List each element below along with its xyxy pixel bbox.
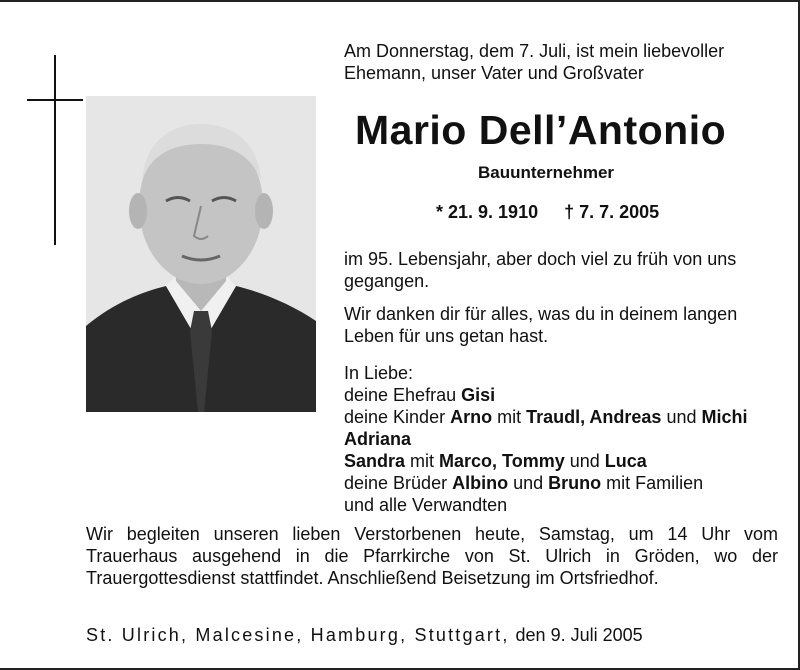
- connector: und: [564, 451, 605, 471]
- cross-vertical-bar: [54, 55, 56, 245]
- child-name: Adriana: [344, 429, 412, 449]
- child-name: Michi: [701, 407, 748, 427]
- funeral-service-text: Wir begleiten unseren lieben Verstorbenen heute, Samstag, um 14 Uhr vom Trauerhaus ausgehend in die Pfarrkirche von St. Ulrich in Gröden, wo der Trauergottesdienst stattfindet. Anschließend Beisetzung im Ortsfriedhof.: [86, 524, 778, 588]
- connector: und: [661, 407, 702, 427]
- child-names: Traudl, Andreas: [526, 407, 662, 427]
- mourner-children: [344, 406, 784, 428]
- cross-horizontal-bar: [27, 99, 83, 101]
- deceased-name: Mario Dell’Antonio: [355, 107, 727, 153]
- mourner-brothers: [344, 472, 784, 494]
- footer-line: [86, 624, 643, 646]
- child-name: Sandra: [344, 451, 406, 471]
- grandchild-name: Luca: [604, 451, 647, 471]
- child-name: Arno: [450, 407, 493, 427]
- brother-name: Albino: [452, 473, 509, 493]
- mourner-grandchildren: [344, 450, 784, 472]
- mourners-intro: In Liebe:: [344, 363, 414, 383]
- life-dates: [436, 200, 659, 224]
- brother-name: Bruno: [548, 473, 602, 493]
- intro-text: Am Donnerstag, dem 7. Juli, ist mein liebevoller Ehemann, unser Vater und Großvater: [344, 41, 725, 83]
- mourner-child: [344, 428, 784, 450]
- mourner-wife: [344, 384, 784, 406]
- mourner-relatives: und alle Verwandten: [344, 495, 508, 515]
- children-prefix: deine Kinder: [344, 407, 451, 427]
- birth-date: * 21. 9. 1910: [436, 202, 539, 222]
- notice-date: den 9. Juli 2005: [515, 625, 643, 645]
- connector: mit: [405, 451, 440, 471]
- connector: und: [508, 473, 549, 493]
- brothers-suffix: mit Familien: [601, 473, 704, 493]
- death-date: † 7. 7. 2005: [564, 202, 660, 222]
- portrait-illustration: [86, 96, 316, 412]
- age-paragraph: im 95. Lebensjahr, aber doch viel zu früh von uns gegangen.: [344, 249, 737, 291]
- grandchild-names: Marco, Tommy: [439, 451, 565, 471]
- mourners-list: [344, 362, 784, 516]
- portrait-photo: [86, 96, 316, 412]
- thanks-paragraph: Wir danken dir für alles, was du in deinem langen Leben für uns getan hast.: [344, 304, 738, 346]
- wife-name: Gisi: [461, 385, 496, 405]
- profession: Bauunternehmer: [478, 163, 615, 182]
- wife-prefix: deine Ehefrau: [344, 385, 462, 405]
- brothers-prefix: deine Brüder: [344, 473, 453, 493]
- places: St. Ulrich, Malcesine, Hamburg, Stuttgart,: [86, 625, 510, 645]
- connector: mit: [492, 407, 527, 427]
